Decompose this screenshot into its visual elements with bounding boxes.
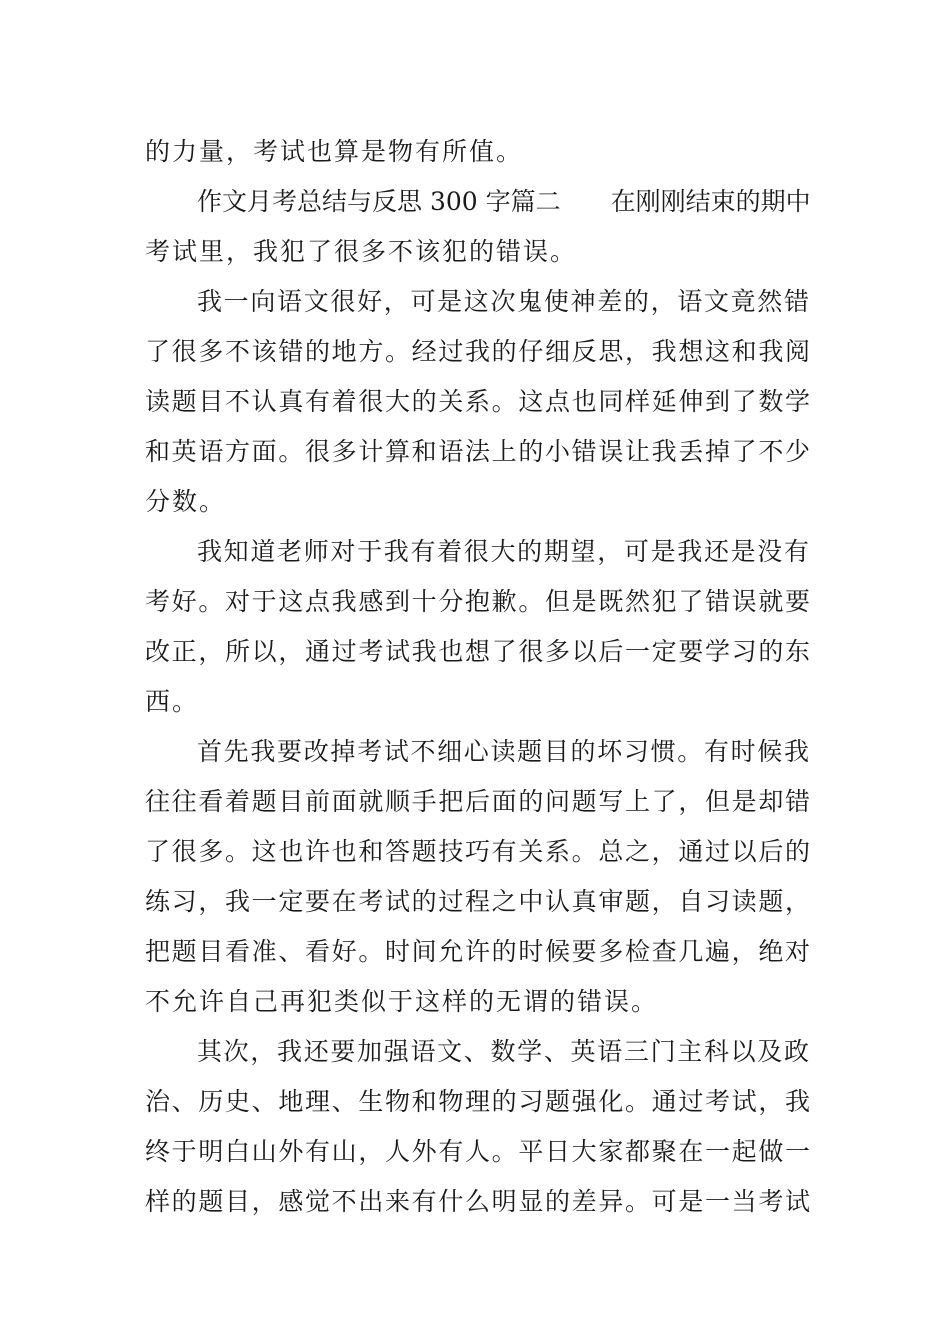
text-line: 终于明白山外有山，人外有人。平日大家都聚在一起做一: [145, 1137, 810, 1166]
text-line: 读题目不认真有着很大的关系。这点也同样延伸到了数学: [145, 387, 810, 416]
text-line: 考好。对于这点我感到十分抱歉。但是既然犯了错误就要: [145, 587, 810, 616]
section-heading-line: 作文月考总结与反思 300 字篇二 在刚刚结束的期中: [197, 187, 811, 216]
text-line: 的力量，考试也算是物有所值。: [145, 137, 524, 166]
text-line: 分数。: [145, 487, 227, 516]
text-line: 练习，我一定要在考试的过程之中认真审题，自习读题，: [145, 887, 810, 916]
text-line: 把题目看准、看好。时间允许的时候要多检查几遍，绝对: [145, 937, 810, 966]
text-line: 考试里，我犯了很多不该犯的错误。: [145, 237, 578, 266]
paragraph-first-line: 其次，我还要加强语文、数学、英语三门主科以及政: [197, 1037, 809, 1066]
text-line: 不允许自己再犯类似于这样的无谓的错误。: [145, 987, 659, 1016]
paragraph-first-line: 我知道老师对于我有着很大的期望，可是我还是没有: [197, 537, 809, 566]
text-line: 了很多不该错的地方。经过我的仔细反思，我想这和我阅: [145, 337, 810, 366]
paragraph-first-line: 我一向语文很好，可是这次鬼使神差的，语文竟然错: [197, 287, 809, 316]
text-line: 样的题目，感觉不出来有什么明显的差异。可是一当考试: [145, 1187, 810, 1216]
text-line: 西。: [145, 687, 200, 716]
paragraph-first-line: 首先我要改掉考试不细心读题目的坏习惯。有时候我: [197, 737, 809, 766]
text-line: 治、历史、地理、生物和物理的习题强化。通过考试，我: [145, 1087, 810, 1116]
text-line: 改正，所以，通过考试我也想了很多以后一定要学习的东: [145, 637, 810, 666]
text-line: 了很多。这也许也和答题技巧有关系。总之，通过以后的: [145, 837, 810, 866]
text-line: 往往看着题目前面就顺手把后面的问题写上了，但是却错: [145, 787, 810, 816]
text-line: 和英语方面。很多计算和语法上的小错误让我丢掉了不少: [145, 437, 810, 466]
